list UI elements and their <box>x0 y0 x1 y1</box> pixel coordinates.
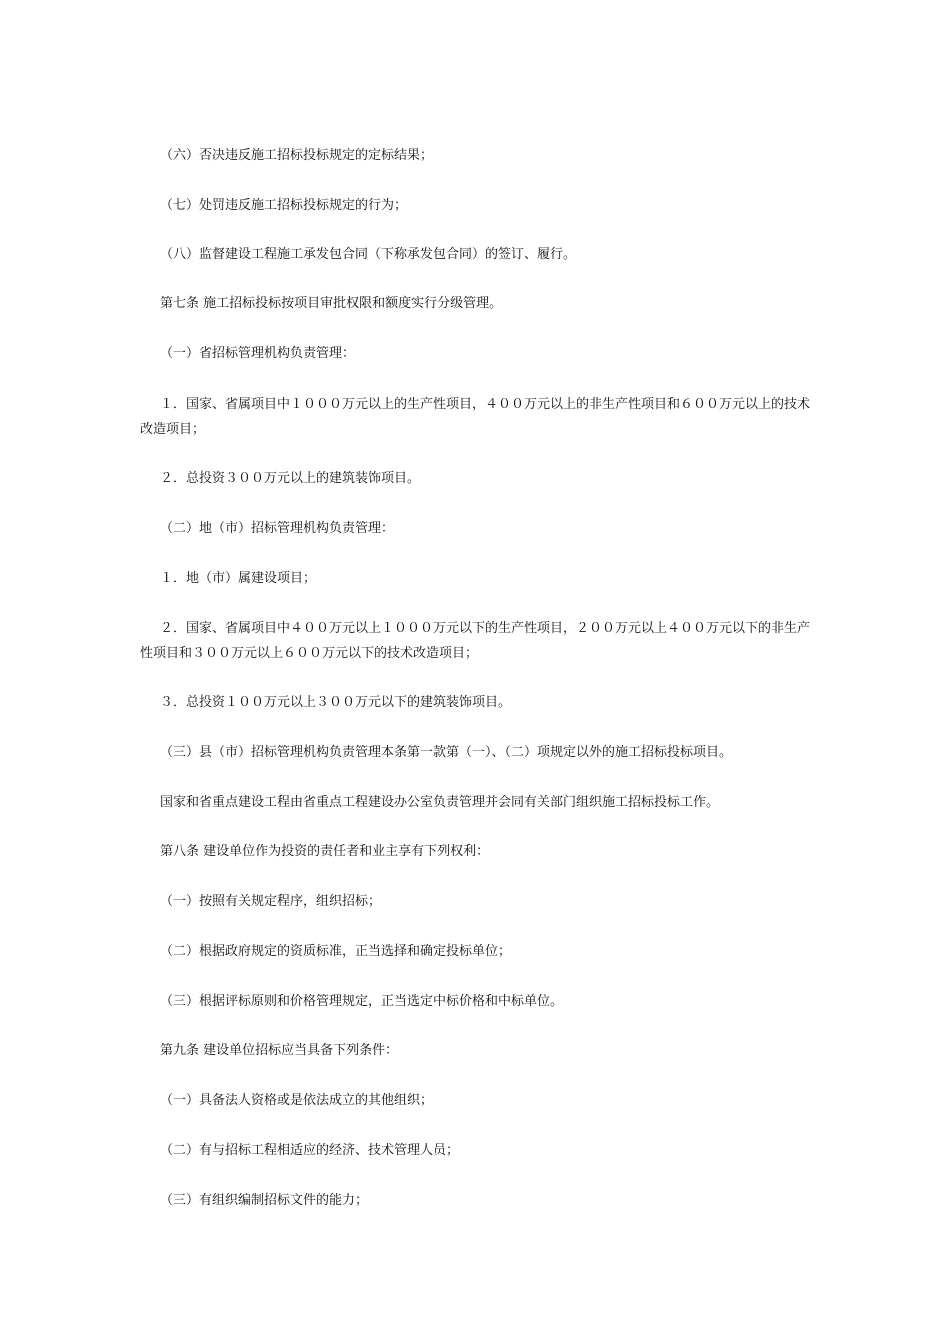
paragraph-item-8: （八）监督建设工程施工承发包合同（下称承发包合同）的签订、履行。 <box>160 247 577 262</box>
paragraph-right-3: （三）根据评标原则和价格管理规定，正当选定中标价格和中标单位。 <box>160 994 564 1009</box>
paragraph-condition-3: （三）有组织编制招标文件的能力； <box>160 1193 369 1208</box>
paragraph-province-item-1: １．国家、省属项目中１０００万元以上的生产性项目，４００万元以上的非生产性项目和６００万元以上的技术改造项目； <box>140 397 811 437</box>
paragraph-right-2: （二）根据政府规定的资质标准，正当选择和确定投标单位； <box>160 944 512 959</box>
paragraph-city-item-3: ３．总投资１００万元以上３００万元以下的建筑装饰项目。 <box>160 695 512 710</box>
paragraph-city-item-1: １．地（市）属建设项目； <box>160 571 317 586</box>
paragraph-key-projects: 国家和省重点建设工程由省重点工程建设办公室负责管理并会同有关部门组织施工招标投标工作。 <box>160 795 720 810</box>
paragraph-city-mgmt: （二）地（市）招标管理机构负责管理： <box>160 521 395 536</box>
paragraph-province-item-2: ２．总投资３００万元以上的建筑装饰项目。 <box>160 471 421 486</box>
paragraph-item-7: （七）处罚违反施工招标投标规定的行为； <box>160 198 408 213</box>
paragraph-item-6: （六）否决违反施工招标投标规定的定标结果； <box>160 148 434 163</box>
paragraph-condition-2: （二）有与招标工程相适应的经济、技术管理人员； <box>160 1143 460 1158</box>
article-9-heading: 第九条 建设单位招标应当具备下列条件： <box>160 1043 399 1058</box>
article-8-heading: 第八条 建设单位作为投资的责任者和业主享有下列权利： <box>160 844 490 859</box>
paragraph-city-item-2: ２．国家、省属项目中４００万元以上１０００万元以下的生产性项目，２００万元以上４００万元以下的非生产性项目和３００万元以上６００万元以下的技术改造项目； <box>140 621 811 661</box>
paragraph-province-mgmt: （一）省招标管理机构负责管理： <box>160 346 356 361</box>
paragraph-county-mgmt: （三）县（市）招标管理机构负责管理本条第一款第（一）、（二）项规定以外的施工招标投标项目。 <box>160 745 733 760</box>
paragraph-condition-1: （一）具备法人资格或是依法成立的其他组织； <box>160 1093 434 1108</box>
paragraph-right-1: （一）按照有关规定程序，组织招标； <box>160 894 382 909</box>
article-7-heading: 第七条 施工招标投标按项目审批权限和额度实行分级管理。 <box>160 296 503 311</box>
